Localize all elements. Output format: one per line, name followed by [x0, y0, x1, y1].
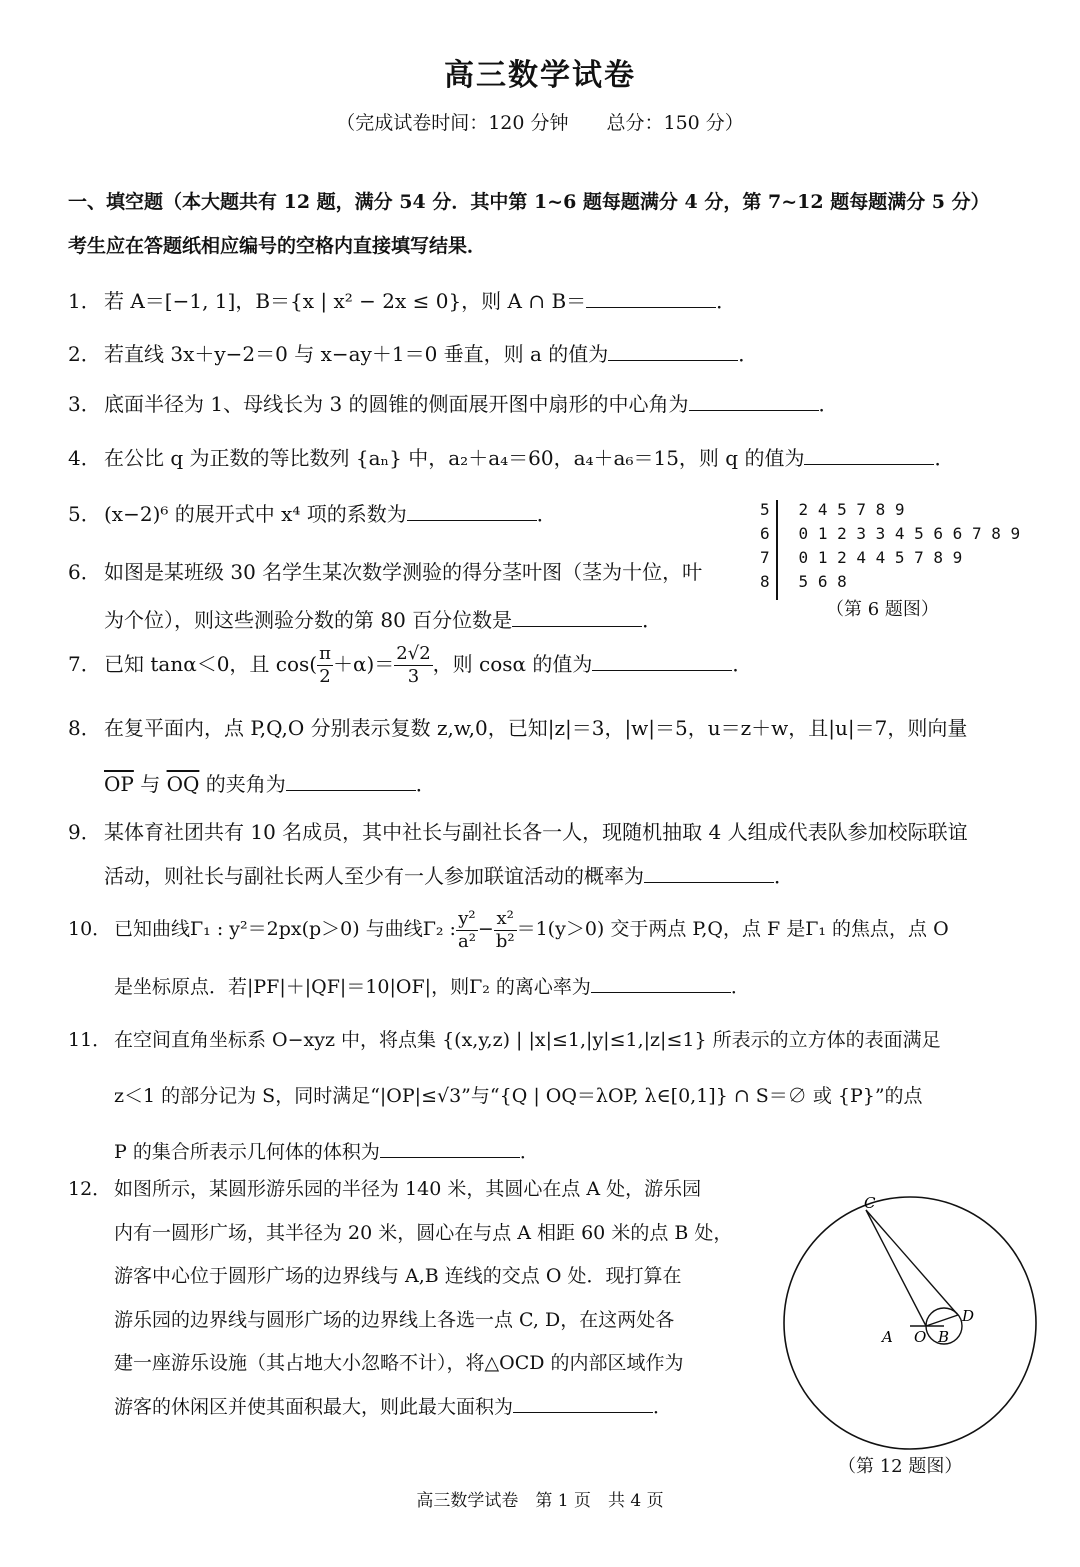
stem-leaf-row: [760, 546, 1020, 570]
question-8: [68, 700, 967, 812]
question-9: [68, 810, 968, 898]
question-number: 1．: [68, 289, 101, 313]
period: ．: [818, 392, 839, 416]
answer-blank[interactable]: [591, 974, 731, 993]
question-5: [68, 498, 557, 527]
question-text-line5: 建一座游乐设施（其占地大小忽略不计），将△OCD 的内部区域作为: [114, 1352, 684, 1374]
label-a: A: [882, 1328, 893, 1346]
answer-blank[interactable]: [592, 652, 732, 671]
question-number: 6．: [68, 560, 101, 584]
period: ．: [732, 652, 753, 676]
question-2: [68, 338, 758, 367]
answer-blank[interactable]: [513, 1394, 653, 1413]
answer-blank[interactable]: [608, 342, 738, 361]
question-1: [68, 285, 736, 314]
period: ．: [934, 446, 955, 470]
page-title: 高三数学试卷: [444, 58, 636, 93]
question-text-line2: z＜1 的部分记为 S，同时满足“|OP|≤√3”与“{Q | OQ＝λOP, λ∈[0,1]} ∩ S＝∅ 或 {P}”的点: [114, 1085, 923, 1107]
label-c: C: [864, 1194, 876, 1212]
question-text-post: ，则 cosα 的值为: [432, 652, 593, 676]
figure-12-diagram: [770, 1190, 1060, 1450]
question-number: 10．: [68, 918, 112, 940]
period: ．: [716, 289, 737, 313]
question-text-line1: 某体育社团共有 10 名成员，其中社长与副社长各一人，现随机抽取 4 人组成代表队参加校际联谊: [104, 820, 968, 844]
answer-blank[interactable]: [286, 772, 416, 791]
period: ．: [536, 502, 557, 526]
question-6: [68, 548, 702, 644]
question-number: 9．: [68, 820, 101, 844]
question-3: [68, 388, 839, 417]
numerator: x²: [494, 908, 517, 931]
exam-info: （完成试卷时间：120 分钟 总分：150 分）: [336, 112, 744, 134]
question-text-line3: 游客中心位于圆形广场的边界线与 A,B 连线的交点 O 处．现打算在: [114, 1265, 682, 1287]
question-number: 11．: [68, 1029, 112, 1051]
stem: 7: [760, 548, 770, 567]
vector-op: $\overline{OP}$: [104, 772, 134, 796]
fraction-2root2-over-3: [394, 643, 432, 688]
question-text: (x−2)⁶ 的展开式中 x⁴ 项的系数为: [104, 502, 407, 526]
period: ．: [415, 772, 436, 796]
question-text-line6: 游客的休闲区并使其面积最大，则此最大面积为: [114, 1395, 514, 1418]
leaves: 0 1 2 3 3 4 5 6 6 7 8 9: [798, 524, 1021, 543]
question-11: [68, 1012, 941, 1180]
question-text-mid: 与: [133, 772, 167, 796]
numerator: 2√2: [396, 643, 431, 664]
question-number: 7．: [68, 652, 101, 676]
leaves: 5 6 8: [798, 572, 847, 591]
question-number: 12．: [68, 1178, 112, 1200]
section-header-line2: 考生应在答题纸相应编号的空格内直接填写结果．: [68, 235, 487, 257]
question-text-line1: 在空间直角坐标系 O−xyz 中，将点集 {(x,y,z) | |x|≤1,|y|≤1,|z|≤1} 所表示的立方体的表面满足: [114, 1029, 941, 1051]
section-header-line1: 一、填空题（本大题共有 12 题，满分 54 分．其中第 1~6 题每题满分 4 分，第 7~12 题每题满分 5 分）: [68, 191, 990, 213]
question-text: 若 A＝[−1, 1]，B＝{x | x² − 2x ≤ 0}，则 A ∩ B＝: [104, 289, 587, 313]
question-text-line2: 是坐标原点．若|PF|＋|QF|＝10|OF|，则Γ₂ 的离心率为: [114, 976, 591, 998]
segment-od: [926, 1315, 958, 1326]
stem-leaf-row: [760, 498, 1020, 522]
fraction-x2-over-b2: [494, 908, 517, 953]
question-text-post: 的夹角为: [199, 772, 286, 796]
period: ．: [738, 342, 759, 366]
answer-blank[interactable]: [586, 289, 716, 308]
denominator: a²: [457, 930, 476, 952]
question-text: 底面半径为 1、母线长为 3 的圆锥的侧面展开图中扇形的中心角为: [104, 392, 689, 416]
stem: 8: [760, 572, 770, 591]
question-7: [68, 640, 752, 688]
answer-blank[interactable]: [804, 446, 934, 465]
section-header: [68, 180, 1028, 268]
question-text-line2: 活动，则社长与副社长两人至少有一人参加联谊活动的概率为: [104, 864, 644, 888]
figure-12-caption: （第 12 题图）: [838, 1456, 963, 1477]
question-text: 若直线 3x＋y−2＝0 与 x−ay＋1＝0 垂直，则 a 的值为: [104, 342, 609, 366]
question-text-line1: 如图所示，某圆形游乐园的半径为 140 米，其圆心在点 A 处，游乐园: [114, 1178, 702, 1200]
label-o: O: [914, 1328, 927, 1346]
label-b: B: [938, 1328, 950, 1346]
figure-6-caption: （第 6 题图）: [826, 599, 939, 620]
period: ．: [774, 864, 794, 888]
label-d: D: [962, 1307, 975, 1325]
stem-leaf-row: [760, 570, 1020, 594]
question-text-line3: P 的集合所表示几何体的体积为: [114, 1141, 380, 1163]
leaves: 2 4 5 7 8 9: [798, 500, 905, 519]
question-text: 在公比 q 为正数的等比数列 {aₙ} 中，a₂＋a₄＝60，a₄＋a₆＝15，则 q 的值为: [104, 446, 805, 470]
period: ．: [642, 608, 663, 632]
answer-blank[interactable]: [689, 392, 819, 411]
question-text-pre: 已知曲线Γ₁ : y²＝2px(p＞0) 与曲线Γ₂ :: [114, 918, 456, 940]
denominator: b²: [495, 930, 515, 952]
question-text-line1: 如图是某班级 30 名学生某次数学测验的得分茎叶图（茎为十位，叶: [104, 560, 703, 584]
fraction-pi-over-2: [317, 643, 333, 688]
question-text-post: ＝1(y＞0) 交于两点 P,Q，点 F 是Γ₁ 的焦点，点 O: [516, 918, 949, 940]
question-number: 8．: [68, 716, 101, 740]
question-number: 3．: [68, 392, 101, 416]
minus-sign: −: [477, 918, 494, 940]
answer-blank[interactable]: [380, 1139, 520, 1158]
answer-blank[interactable]: [644, 864, 774, 883]
question-12: [68, 1168, 732, 1429]
question-4: [68, 442, 954, 471]
question-text-mid: ＋α)＝: [332, 652, 395, 676]
question-10: [68, 900, 949, 1016]
stem: 5: [760, 500, 770, 519]
park-boundary-circle: [784, 1197, 1036, 1449]
stem-leaf-plot: [760, 498, 1020, 594]
question-text-line2: 为个位），则这些测验分数的第 80 百分位数是: [104, 608, 513, 632]
period: ．: [730, 976, 750, 998]
answer-blank[interactable]: [407, 502, 537, 521]
fraction-y2-over-a2: [456, 908, 478, 953]
question-text-line4: 游乐园的边界线与圆形广场的边界线上各选一点 C, D，在这两处各: [114, 1308, 675, 1331]
numerator: π: [319, 643, 331, 664]
period: ．: [519, 1141, 539, 1163]
period: ．: [653, 1395, 673, 1418]
denominator: 2: [319, 666, 331, 687]
question-text-pre: 已知 tanα＜0，且 cos(: [104, 652, 318, 676]
numerator: y²: [456, 908, 478, 931]
page-footer: 高三数学试卷 第 1 页 共 4 页: [416, 1491, 664, 1511]
question-text-line2: 内有一圆形广场，其半径为 20 米，圆心在与点 A 相距 60 米的点 B 处，: [114, 1221, 733, 1244]
answer-blank[interactable]: [512, 608, 642, 627]
denominator: 3: [407, 666, 420, 687]
question-number: 4．: [68, 446, 101, 470]
question-number: 2．: [68, 342, 101, 366]
question-text-line1: 在复平面内，点 P,Q,O 分别表示复数 z,w,0，已知|z|＝3，|w|＝5，u＝z＋w，且|u|＝7，则向量: [104, 716, 968, 740]
question-number: 5．: [68, 502, 101, 526]
stem: 6: [760, 524, 770, 543]
stem-leaf-row: [760, 522, 1020, 546]
leaves: 0 1 2 4 4 5 7 8 9: [798, 548, 963, 567]
vector-oq: $\overline{OQ}$: [166, 772, 200, 796]
